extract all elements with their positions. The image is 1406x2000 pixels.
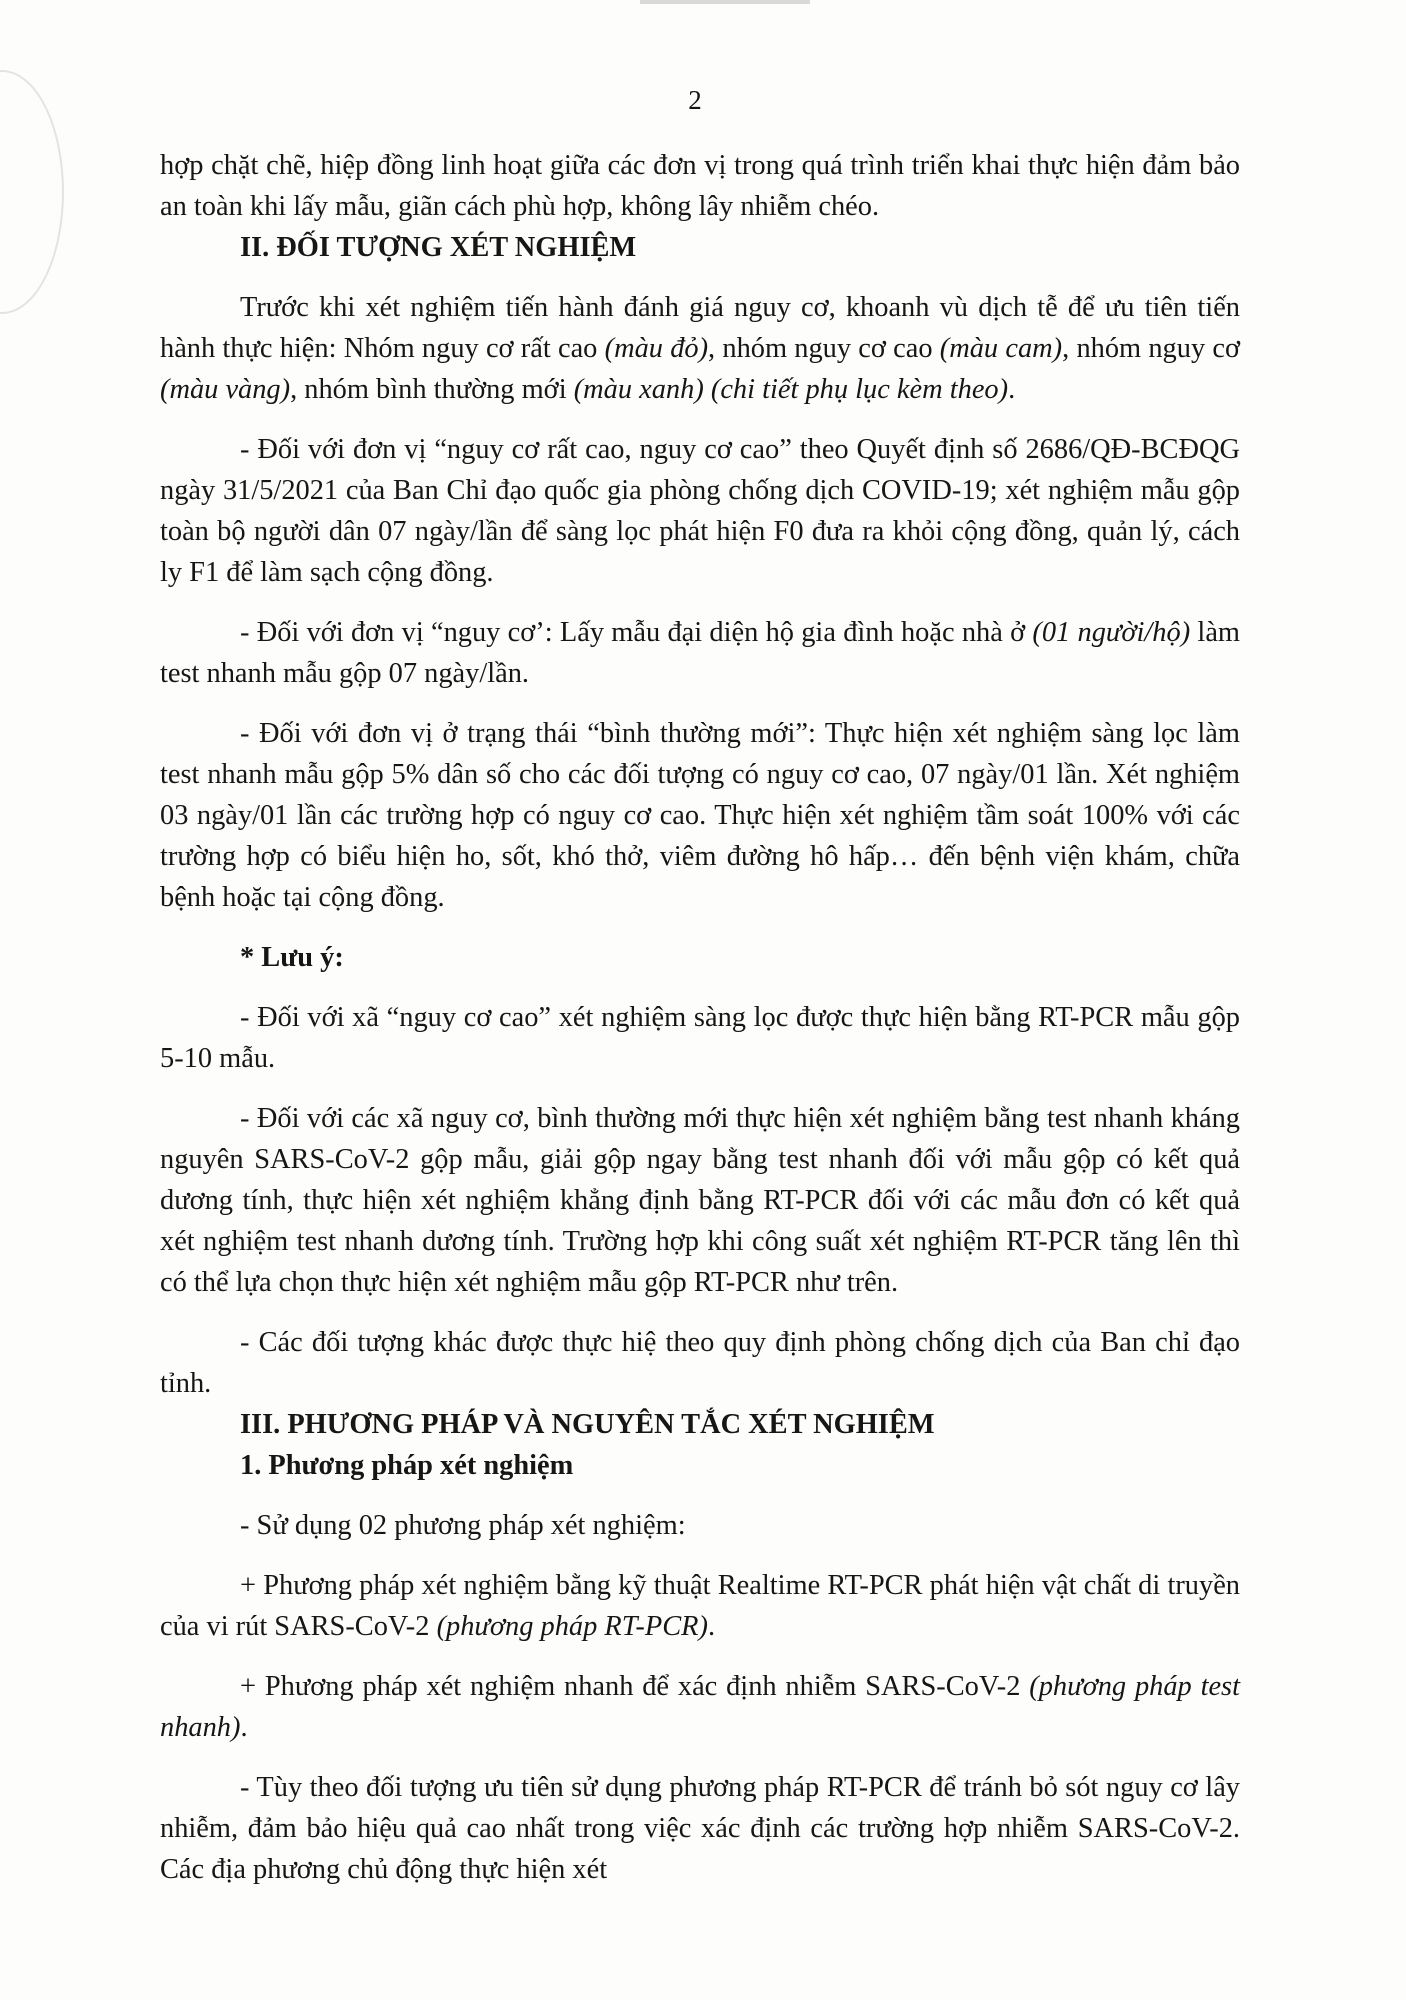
text-run: - Đối với đơn vị “nguy cơ’: Lấy mẫu đại diện hộ gia đình hoặc nhà ở — [240, 617, 1033, 648]
italic-run: (màu vàng) — [160, 374, 291, 405]
text-run: + Phương pháp xét nghiệm bằng kỹ thuật Realtime RT-PCR phát hiện vật chất di truyền của vi rút SARS-CoV-2 — [160, 1570, 1240, 1642]
paragraph-methods-intro: - Sử dụng 02 phương pháp xét nghiệm: — [240, 1510, 686, 1541]
paragraph-continuation: hợp chặt chẽ, hiệp đồng linh hoạt giữa các đơn vị trong quá trình triển khai thực hiện đảm bảo an toàn khi lấy mẫu, giãn cách phù hợp, không lây nhiễm chéo. — [160, 150, 1240, 222]
section-heading-2: II. ĐỐI TƯỢNG XÉT NGHIỆM — [240, 232, 637, 263]
paragraph-risk-groups — [160, 287, 1240, 410]
paragraph-priority-rtpcr: - Tùy theo đối tượng ưu tiên sử dụng phương pháp RT-PCR để tránh bỏ sót nguy cơ lây nhiễm, đảm bảo hiệu quả cao nhất trong việc xác định các trường hợp nhiễm SARS-CoV-2. Các địa phương chủ động thực hiện xét — [160, 1772, 1240, 1885]
page-number: 2 — [688, 85, 702, 115]
paragraph-method-rtpcr — [160, 1565, 1240, 1647]
paragraph-note-rapid-test: - Đối với các xã nguy cơ, bình thường mới thực hiện xét nghiệm bằng test nhanh kháng nguyên SARS-CoV-2 gộp mẫu, giải gộp ngay bằng test nhanh đối với mẫu gộp có kết quả dương tính, thực hiện xét nghiệm khẳng định bằng RT-PCR đối với các mẫu đơn có kết quả xét nghiệm test nhanh dương tính. Trường hợp khi công suất xét nghiệm RT-PCR tăng lên thì có thể lựa chọn thực hiện xét nghiệm mẫu gộp RT-PCR như trên. — [160, 1103, 1240, 1298]
text-run: làm test nhanh mẫu gộp 07 ngày/lần. — [160, 617, 1241, 689]
paragraph-method-rapid — [160, 1666, 1240, 1748]
text-run: . — [240, 1712, 248, 1743]
section-heading-3: III. PHƯƠNG PHÁP VÀ NGUYÊN TẮC XÉT NGHIỆM — [240, 1409, 935, 1440]
scan-top-mark — [640, 0, 810, 4]
italic-run: (01 người/hộ) — [1032, 617, 1191, 648]
paragraph-very-high-risk: - Đối với đơn vị “nguy cơ rất cao, nguy cơ cao” theo Quyết định số 2686/QĐ-BCĐQG ngày 31/5/2021 của Ban Chỉ đạo quốc gia phòng chống dịch COVID-19; xét nghiệm mẫu gộp toàn bộ người dân 07 ngày/lần để sàng lọc phát hiện F0 đưa ra khỏi cộng đồng, quản lý, cách ly F1 để làm sạch cộng đồng. — [160, 434, 1240, 588]
text-run: , nhóm nguy cơ cao — [708, 333, 940, 364]
paragraph-risk-unit — [160, 612, 1240, 694]
note-label: * Lưu ý: — [240, 942, 344, 973]
paragraph-new-normal: - Đối với đơn vị ở trạng thái “bình thường mới”: Thực hiện xét nghiệm sàng lọc làm test nhanh mẫu gộp 5% dân số cho các đối tượng có nguy cơ cao, 07 ngày/01 lần. Xét nghiệm 03 ngày/01 lần các trường hợp có nguy cơ cao. Thực hiện xét nghiệm tầm soát 100% với các trường hợp có biểu hiện ho, sốt, khó thở, viêm đường hô hấp… đến bệnh viện khám, chữa bệnh hoặc tại cộng đồng. — [160, 718, 1240, 913]
text-run: Trước khi xét nghiệm tiến hành đánh giá nguy cơ, khoanh vù dịch tễ để ưu tiên tiến hành thực hiện: Nhóm nguy cơ rất cao — [160, 292, 1240, 364]
italic-run: (màu xanh) (chi tiết phụ lục kèm theo) — [573, 374, 1009, 405]
text-run: . — [707, 1611, 716, 1642]
subsection-heading-1: 1. Phương pháp xét nghiệm — [240, 1450, 574, 1481]
text-run: , nhóm nguy cơ — [1062, 333, 1240, 364]
document-body — [160, 145, 1240, 1890]
paragraph-other-subjects: - Các đối tượng khác được thực hiệ theo quy định phòng chống dịch của Ban chỉ đạo tỉnh. — [160, 1327, 1240, 1399]
text-run: , nhóm bình thường mới — [290, 374, 574, 405]
italic-run: (phương pháp test nhanh) — [160, 1671, 1240, 1743]
italic-run: (màu đỏ) — [604, 333, 709, 364]
paragraph-note-high-risk: - Đối với xã “nguy cơ cao” xét nghiệm sàng lọc được thực hiện bằng RT-PCR mẫu gộp 5-10 mẫu. — [160, 1002, 1240, 1074]
italic-run: (màu cam) — [939, 333, 1063, 364]
text-run: + Phương pháp xét nghiệm nhanh để xác định nhiễm SARS-CoV-2 — [240, 1671, 1030, 1702]
italic-run: (phương pháp RT-PCR) — [436, 1611, 708, 1642]
text-run: . — [1008, 374, 1016, 405]
